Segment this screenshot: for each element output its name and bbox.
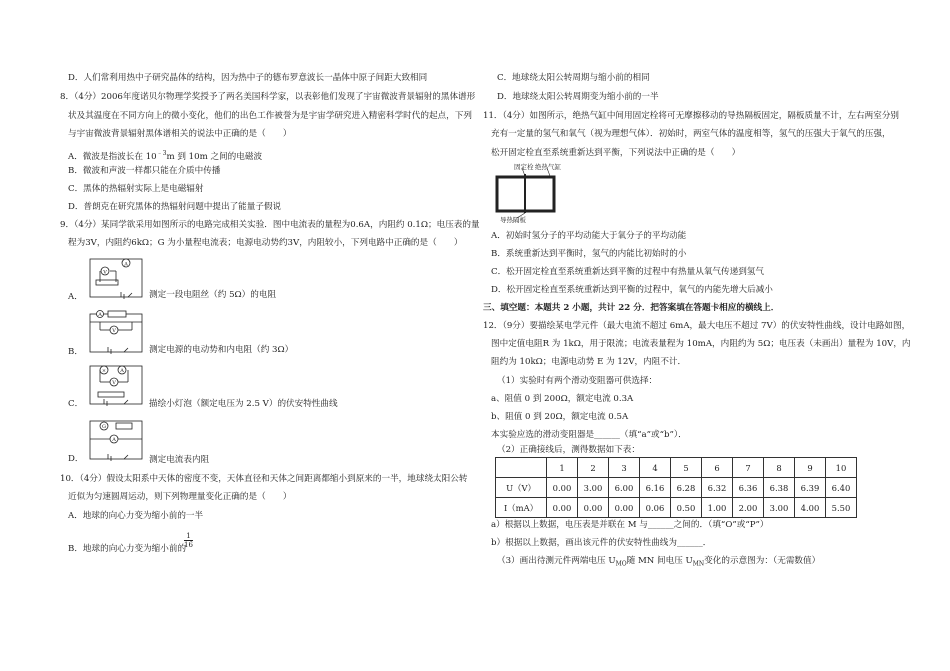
svg-text:V: V [103,269,107,276]
svg-text:A: A [112,437,116,443]
q10-stem-line1: 10．（4分）假设太阳系中天体的密度不变，天体直径和天体之间距离都缩小到原来的一半，地球绕太阳公转 [60,474,468,484]
q10-option-c: C．地球绕太阳公转周期与缩小前的相同 [497,73,650,83]
q11-stem-line3: 松开固定栓直至系统重新达到平衡，下列说法中正确的是（ ） [491,148,741,158]
q9-option-a-text: 测定一段电阻丝（约 5Ω）的电阻 [149,290,277,300]
q12-data-table [495,457,857,518]
q12-part3: （3）画出待测元件两端电压 $U_{MO}$随 MN 间电压 $U_{MN}$变化的示意图为：（无需数值） [497,556,821,568]
q7-option-d: D．人们常利用热中子研究晶体的结构，因为热中子的德布罗意波长一晶体中原子间距大致相同 [68,73,428,83]
q11-option-a: A．初始时氢分子的平均动能大于氧分子的平均动能 [491,231,687,241]
q11-label-cylinder: 绝热气缸 [535,163,561,171]
q9-option-c-text: 描绘小灯泡（额定电压为 2.5 V）的伏安特性曲线 [149,399,338,409]
q12-stem-line2: 图中定值电阻R 为 1kΩ，用于限流；电流表量程为 10mA，内阻约为 5Ω；电压表（未画出）量程为 10V，内 [491,339,911,349]
section-3-heading: 三、填空题：本题共 2 小题，共计 22 分．把答案填在答题卡相应的横线上． [483,303,780,313]
q9-option-d-text: 测定电流表内阻 [149,455,210,465]
q9-stem-line2: 程为3V，内阻约6kΩ；G 为小量程电流表；电源电动势约3V，内阻较小，下列电路中正确的是（ ） [68,238,463,248]
svg-text:A: A [98,312,102,318]
q11-stem-line2: 充有一定量的氢气和氧气（视为理想气体）．初始时，两室气体的温度相等，氢气的压强大于氧气的压强， [491,129,891,139]
q11-option-d: D．松开固定栓直至系统重新达到平衡的过程中，氧气的内能先增大后减小 [491,285,773,295]
q9-circuit-d [86,417,148,463]
q10-option-b-fraction: 1 16 [184,532,193,549]
q12-part2-b: b）根据以上数据，画出该元件的伏安特性曲线为______． [491,538,712,548]
q12-choice-b: b、阻值 0 到 20Ω，额定电流 0.5A [491,412,629,422]
q8-option-a: A．微波是指波长在 $10^{﹣3}m$ 到 10m 之间的电磁波 [68,150,263,162]
q10-option-a: A．地球的向心力变为缩小前的一半 [68,511,204,521]
q9-option-d-label: D． [68,454,84,464]
q9-circuit-c [86,362,148,408]
q8-option-d: D．普朗克在研究黑体的热辐射问题中提出了能量子假说 [68,202,282,212]
table-row: I（mA） 0.00 0.00 0.00 0.06 0.50 1.00 2.00 3.00 4.00 5.50 [496,498,857,518]
q12-choice-a: a、阻值 0 到 200Ω，额定电流 0.3A [491,394,634,404]
svg-text:V: V [112,380,116,386]
q11-label-partition: 导热隔板 [500,216,526,224]
q9-circuit-a [86,255,148,301]
q11-label-fixed-pin: 固定栓 [514,163,534,171]
svg-text:×: × [101,368,107,374]
q11-option-b: B．系统重新达到平衡时，氢气的内能比初始时的小 [491,249,687,259]
table-header-row: 1 2 3 4 5 6 7 8 9 10 [496,458,857,478]
q12-part2-a: a）根据以上数据，电压表是并联在 M 与______之间的．（填“O”或“P”） [491,520,769,530]
q9-option-c-label: C． [68,399,84,409]
q8-stem-line2: 状及其温度在不同方向上的微小变化，他们的出色工作被誉为是宇宙学研究进入精密科学时代的起点，下列 [68,111,472,121]
q10-stem-line2: 近似为匀速圆周运动，则下列物理量变化正确的是（ ） [68,492,292,502]
q9-option-b-label: B． [68,347,83,357]
q10-option-d: D．地球绕太阳公转周期变为缩小前的一半 [497,92,659,102]
q12-part2: （2）正确接线后，测得数据如下表： [497,445,640,455]
q9-option-a-label: A． [68,292,83,302]
svg-text:V: V [112,328,116,334]
q12-stem-line1: 12．（9分）要描绘某电学元件（最大电流不超过 6mA，最大电压不超过 7V）的伏安特性曲线，设计电路如图， [483,321,911,331]
q12-part1: （1）实验时有两个滑动变阻器可供选择： [497,376,658,386]
q8-option-b: B．微波和声波一样都只能在介质中传播 [68,166,221,176]
table-row: U（V） 0.00 3.00 6.00 6.16 6.28 6.32 6.36 6.38 6.39 6.40 [496,478,857,498]
q8-stem-line3: 与宇宙微波背景辐射黑体谱相关的说法中正确的是（ ） [68,129,292,139]
q11-stem-line1: 11．（4分）如图所示，绝热气缸中间用固定栓将可无摩擦移动的导热隔板固定，隔板质量不计，左右两室分别 [483,111,900,121]
q11-option-c: C．松开固定栓直至系统重新达到平衡的过程中有热量从氧气传递到氢气 [491,267,764,277]
q8-option-c: C．黑体的热辐射实际上是电磁辐射 [68,184,204,194]
q12-stem-line3: 阻约为 10kΩ；电源电动势 E 为 12V，内阻不计． [491,357,687,367]
svg-text:A: A [120,368,124,374]
q11-cylinder-figure [492,160,582,222]
svg-text:G: G [102,424,106,430]
q9-option-b-text: 测定电源的电动势和内电阻（约 3Ω） [149,345,294,355]
q12-choose-blank: 本实验应选的滑动变阻器是______（填“a”或“b”）． [491,430,687,440]
q9-stem-line1: 9．（4分）某同学欲采用如图所示的电路完成相关实验．图中电流表的量程为0.6A，内阻约 0.1Ω；电压表的量 [60,220,480,230]
q10-option-b: B．地球的向心力变为缩小前的 [68,544,187,554]
q8-stem-line1: 8．（4分）2006年度诺贝尔物理学奖授予了两名美国科学家，以表彰他们发现了宇宙微波背景辐射的黑体谱形 [60,92,476,102]
q9-circuit-b [86,310,148,356]
svg-text:A: A [124,261,128,268]
